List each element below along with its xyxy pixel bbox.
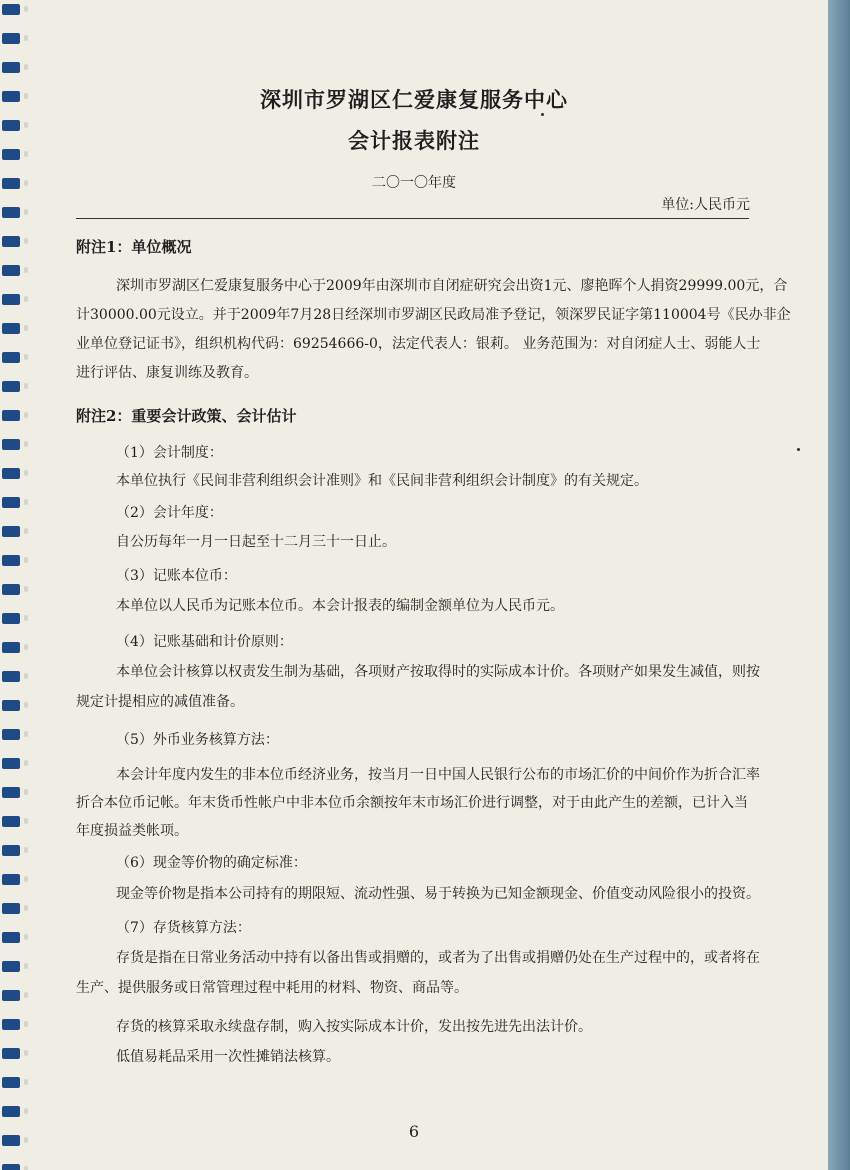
- policy-text: 本单位执行《民间非营利组织会计准则》和《民间非营利组织会计制度》的有关规定。: [116, 473, 648, 489]
- binding-ring: [2, 903, 20, 914]
- binding-hole: [24, 1108, 28, 1114]
- policy-text: 年度损益类帐项。: [76, 823, 188, 839]
- binding-ring: [2, 613, 20, 624]
- binding-hole: [24, 267, 28, 273]
- binding-ring: [2, 207, 20, 218]
- binding-ring: [2, 1019, 20, 1030]
- policy-text: 自公历每年一月一日起至十二月三十一日止。: [116, 534, 396, 550]
- note1-line: 深圳市罗湖区仁爱康复服务中心于2009年由深圳市自闭症研究会出资1元、廖艳晖个人捐资29999.00元，合: [116, 278, 788, 294]
- binding-hole: [24, 847, 28, 853]
- binding-ring: [2, 961, 20, 972]
- binding-ring: [2, 381, 20, 392]
- binding-ring: [2, 700, 20, 711]
- scan-speck: [797, 448, 800, 451]
- binding-hole: [24, 35, 28, 41]
- binding-hole: [24, 789, 28, 795]
- policy-text: 本单位会计核算以权责发生制为基础，各项财产按取得时的实际成本计价。各项财产如果发生减值，则按: [116, 664, 760, 680]
- binding-hole: [24, 731, 28, 737]
- policy-text: 低值易耗品采用一次性摊销法核算。: [116, 1049, 340, 1065]
- binding-hole: [24, 325, 28, 331]
- binding-hole: [24, 1166, 28, 1170]
- binding-ring: [2, 236, 20, 247]
- binding-ring: [2, 932, 20, 943]
- binding-ring: [2, 323, 20, 334]
- binding-hole: [24, 905, 28, 911]
- binding-ring: [2, 845, 20, 856]
- binding-ring: [2, 584, 20, 595]
- binding-hole: [24, 992, 28, 998]
- binding-ring: [2, 1048, 20, 1059]
- binding-ring: [2, 1164, 20, 1170]
- binding-ring: [2, 787, 20, 798]
- binding-hole: [24, 673, 28, 679]
- binding-hole: [24, 702, 28, 708]
- binding-ring: [2, 758, 20, 769]
- policy-text: 折合本位币记帐。年末货币性帐户中非本位币余额按年末市场汇价进行调整，对于由此产生的差额，已计入当: [76, 795, 748, 811]
- scan-speck: [541, 113, 544, 116]
- binding-ring: [2, 62, 20, 73]
- binding-ring: [2, 990, 20, 1001]
- binding-hole: [24, 876, 28, 882]
- policy-text: 本单位以人民币为记账本位币。本会计报表的编制金额单位为人民币元。: [116, 598, 564, 614]
- binding-hole: [24, 934, 28, 940]
- policy-label: （6）现金等价物的确定标准：: [116, 855, 307, 871]
- policy-text: 生产、提供服务或日常管理过程中耗用的材料、物资、商品等。: [76, 980, 468, 996]
- binding-hole: [24, 1021, 28, 1027]
- binding-ring: [2, 4, 20, 15]
- page-number: 6: [408, 1122, 420, 1141]
- binding-hole: [24, 1050, 28, 1056]
- binding-hole: [24, 296, 28, 302]
- policy-label: （7）存货核算方法：: [116, 920, 251, 936]
- binding-hole: [24, 615, 28, 621]
- note1-line: 计30000.00元设立。并于2009年7月28日经深圳市罗湖区民政局准予登记，领深罗民证字第110004号《民办非企: [76, 307, 791, 323]
- policy-label: （3）记账本位币：: [116, 568, 237, 584]
- binding-ring: [2, 294, 20, 305]
- binding-ring: [2, 526, 20, 537]
- binding-hole: [24, 528, 28, 534]
- binding-hole: [24, 354, 28, 360]
- policy-label: （2）会计年度：: [116, 505, 223, 521]
- binding-hole: [24, 1079, 28, 1085]
- binding-ring: [2, 642, 20, 653]
- binding-ring: [2, 671, 20, 682]
- binding-ring: [2, 265, 20, 276]
- report-title: 会计报表附注: [348, 128, 480, 153]
- policy-label: （5）外币业务核算方法：: [116, 732, 279, 748]
- binding-ring: [2, 497, 20, 508]
- binding-ring: [2, 555, 20, 566]
- binding-hole: [24, 499, 28, 505]
- scanner-edge: [828, 0, 850, 1170]
- policy-label: （1）会计制度：: [116, 445, 223, 461]
- note1-line: 进行评估、康复训练及教育。: [76, 365, 258, 381]
- binding-hole: [24, 412, 28, 418]
- policy-text: 现金等价物是指本公司持有的期限短、流动性强、易于转换为已知金额现金、价值变动风险很小的投资。: [116, 886, 760, 902]
- binding-ring: [2, 352, 20, 363]
- binding-hole: [24, 963, 28, 969]
- currency-unit: 单位:人民币元: [661, 197, 750, 213]
- binding-hole: [24, 441, 28, 447]
- binding-ring: [2, 729, 20, 740]
- binding-hole: [24, 470, 28, 476]
- binding-ring: [2, 410, 20, 421]
- note1-line: 业单位登记证书》，组织机构代码：69254666-0，法定代表人：银莉。 业务范围为：对自闭症人士、弱能人士: [76, 336, 761, 352]
- binding-ring: [2, 468, 20, 479]
- binding-hole: [24, 644, 28, 650]
- policy-text: 存货的核算采取永续盘存制，购入按实际成本计价，发出按先进先出法计价。: [116, 1019, 592, 1035]
- binding-ring: [2, 33, 20, 44]
- binding-hole: [24, 760, 28, 766]
- policy-text: 存货是指在日常业务活动中持有以备出售或捐赠的，或者为了出售或捐赠仍处在生产过程中的，或者将在: [116, 950, 760, 966]
- note1-heading: 附注1：单位概况: [76, 238, 192, 256]
- policy-label: （4）记账基础和计价原则：: [116, 634, 293, 650]
- binding-hole: [24, 209, 28, 215]
- org-title: 深圳市罗湖区仁爱康复服务中心: [260, 87, 568, 112]
- policy-text: 本会计年度内发生的非本位币经济业务，按当月一日中国人民银行公布的市场汇价的中间价作为折合汇率: [116, 767, 760, 783]
- binding-ring: [2, 1077, 20, 1088]
- binding-hole: [24, 818, 28, 824]
- policy-text: 规定计提相应的减值准备。: [76, 694, 244, 710]
- note2-heading: 附注2：重要会计政策、会计估计: [76, 407, 297, 425]
- binding-ring: [2, 816, 20, 827]
- binding-hole: [24, 6, 28, 12]
- binding-ring: [2, 439, 20, 450]
- binding-hole: [24, 586, 28, 592]
- binding-ring: [2, 874, 20, 885]
- binding-hole: [24, 383, 28, 389]
- binding-ring: [2, 1106, 20, 1117]
- binding-hole: [24, 557, 28, 563]
- binding-hole: [24, 64, 28, 70]
- report-year: 二〇一〇年度: [372, 175, 456, 191]
- binding-hole: [24, 238, 28, 244]
- header-divider: [76, 218, 749, 219]
